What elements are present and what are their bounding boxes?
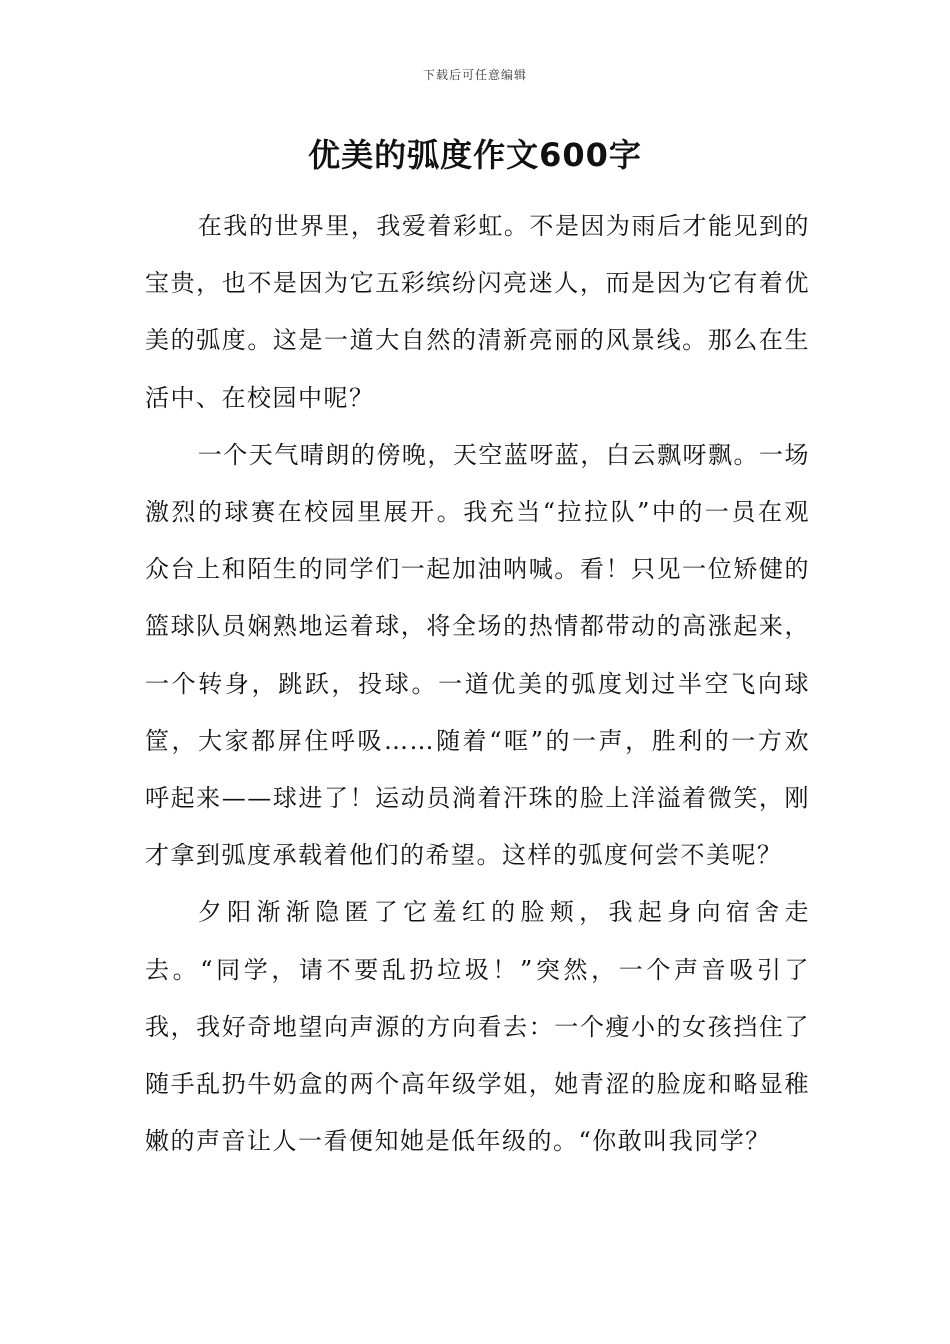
paragraph-2: 一个天气晴朗的傍晚，天空蓝呀蓝，白云飘呀飘。一场激烈的球赛在校园里展开。我充当“拉拉队”中的一员在观众台上和陌生的同学们一起加油呐喊。看！只见一位矫健的篮球队员娴熟地运着球，将全场的热情都带动的高涨起来，一个转身，跳跃，投球。一道优美的弧度划过半空飞向球筐，大家都屏住呼吸……随着“哐”的一声，胜利的一方欢呼起来——球进了！运动员淌着汗珠的脸上洋溢着微笑，刚才拿到弧度承载着他们的希望。这样的弧度何尝不美呢？ xyxy=(145,440,810,870)
paragraph-1: 在我的世界里，我爱着彩虹。不是因为雨后才能见到的宝贵，也不是因为它五彩缤纷闪亮迷人，而是因为它有着优美的弧度。这是一道大自然的清新亮丽的风景线。那么在生活中、在校园中呢？ xyxy=(145,212,810,412)
paragraph-3: 夕阳渐渐隐匿了它羞红的脸颊，我起身向宿舍走去。“同学，请不要乱扔垃圾！”突然，一个声音吸引了我，我好奇地望向声源的方向看去：一个瘦小的女孩挡住了随手乱扔牛奶盒的两个高年级学姐，她青涩的脸庞和略显稚嫩的声音让人一看便知她是低年级的。“你敢叫我同学？ xyxy=(145,898,810,1156)
document-body xyxy=(145,198,810,1170)
header-note: 下载后可任意编辑 xyxy=(422,68,527,82)
document-title: 优美的弧度作文600字 xyxy=(308,136,642,174)
